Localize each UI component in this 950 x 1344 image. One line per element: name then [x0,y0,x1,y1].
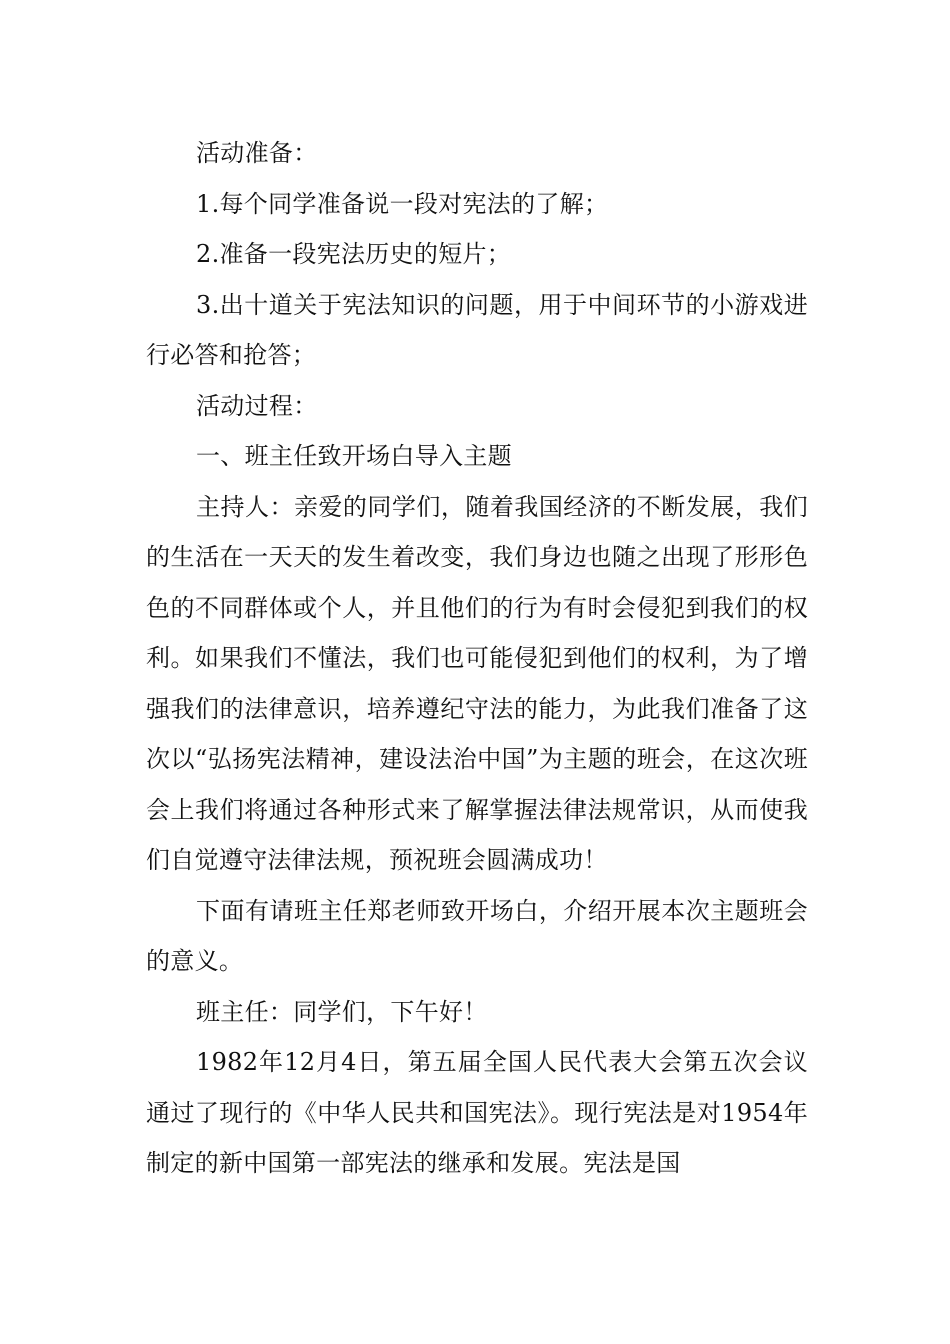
paragraph-teacher-greeting: 班主任：同学们，下午好！ [196,997,488,1026]
paragraph-host-speech: 主持人：亲爱的同学们，随着我国经济的不断发展，我们的生活在一天天的发生着改变，我们身边也随之出现了形形色色的不同群体或个人，并且他们的行为有时会侵犯到我们的权利。如果我们不懂法，我们也可能侵犯到他们的权利，为了增强我们的法律意识，培养遵纪守法的能力，为此我们准备了这次以“弘扬宪法精神，建设法治中国”为主题的班会，在这次班会上我们将通过各种形式来了解掌握法律法规常识，从而使我们自觉遵守法律法规，预祝班会圆满成功！ [146,492,808,874]
paragraph-prep-item-2: 2.准备一段宪法历史的短片； [196,240,512,268]
paragraph-constitution-history: 1982年12月4日，第五届全国人民代表大会第五次会议通过了现行的《中华人民共和国宪法》。现行宪法是对1954年制定的新中国第一部宪法的继承和发展。宪法是国 [146,1048,808,1177]
paragraph-invite-teacher: 下面有请班主任郑老师致开场白，介绍开展本次主题班会的意义。 [146,896,808,975]
paragraph-activity-process-heading: 活动过程： [196,391,318,420]
paragraph-prep-item-1: 1.每个同学准备说一段对宪法的了解； [196,189,609,218]
paragraph-prep-item-3: 3.出十道关于宪法知识的问题，用于中间环节的小游戏进行必答和抢答； [146,290,808,369]
document-body [146,128,808,1189]
paragraph-activity-prep-heading: 活动准备： [196,139,318,167]
paragraph-section-one-heading: 一、班主任致开场白导入主题 [196,442,512,470]
